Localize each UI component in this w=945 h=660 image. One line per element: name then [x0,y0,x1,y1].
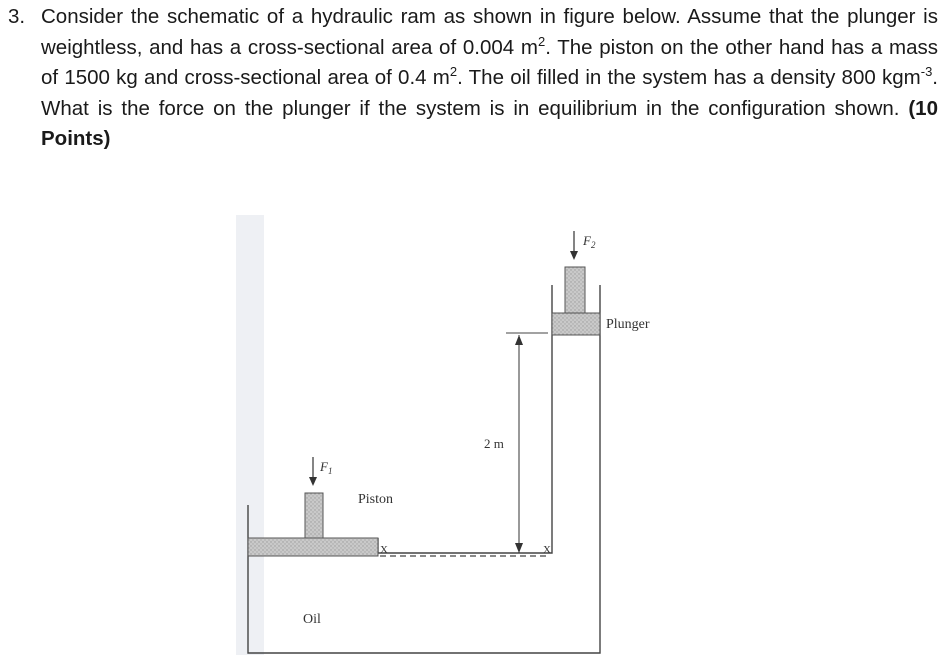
force-f2-arrow [570,231,578,260]
label-oil: Oil [303,612,321,627]
question-number: 3. [8,5,26,28]
question-text-part-4: . What is the force on the plunger if the system is in equilibrium in the configuration shown. [41,66,938,120]
label-f2: $F_2$ [583,233,596,250]
question-text-part-3: . The oil filled in the system has a density 800 kgm [457,66,921,89]
label-piston: Piston [358,492,394,507]
piston-plate [248,538,378,556]
question-block [8,2,938,155]
background-shade [236,215,264,655]
question-sup-3: -3 [920,64,933,80]
question-text-part-1: Consider the schematic of a hydraulic ram as shown in figure below. Assume that the plunger is weightless, and has a cross-sectional area of 0.004 m [41,5,938,59]
question-text-part-2: . The piston on the other hand has a mass of 1500 kg and cross-sectional area of 0.4 m [41,35,938,89]
vessel-outline [248,285,600,653]
question-text [41,2,938,155]
plunger-plate [552,313,600,335]
question-sup-2: 2 [449,64,458,80]
hydraulic-ram-figure [230,205,680,660]
label-x-left: X [380,544,388,556]
question-points: (10 Points) [41,96,938,150]
label-plunger: Plunger [606,317,650,332]
height-dimension-arrow [515,335,523,553]
force-f1-arrow [309,457,317,486]
label-f1: $F_1$ [320,459,333,476]
label-height: 2 m [484,436,504,451]
question-sup-1: 2 [537,33,546,49]
plunger-rod [565,267,585,313]
label-x-right: X [543,544,551,556]
piston-rod [305,493,323,538]
